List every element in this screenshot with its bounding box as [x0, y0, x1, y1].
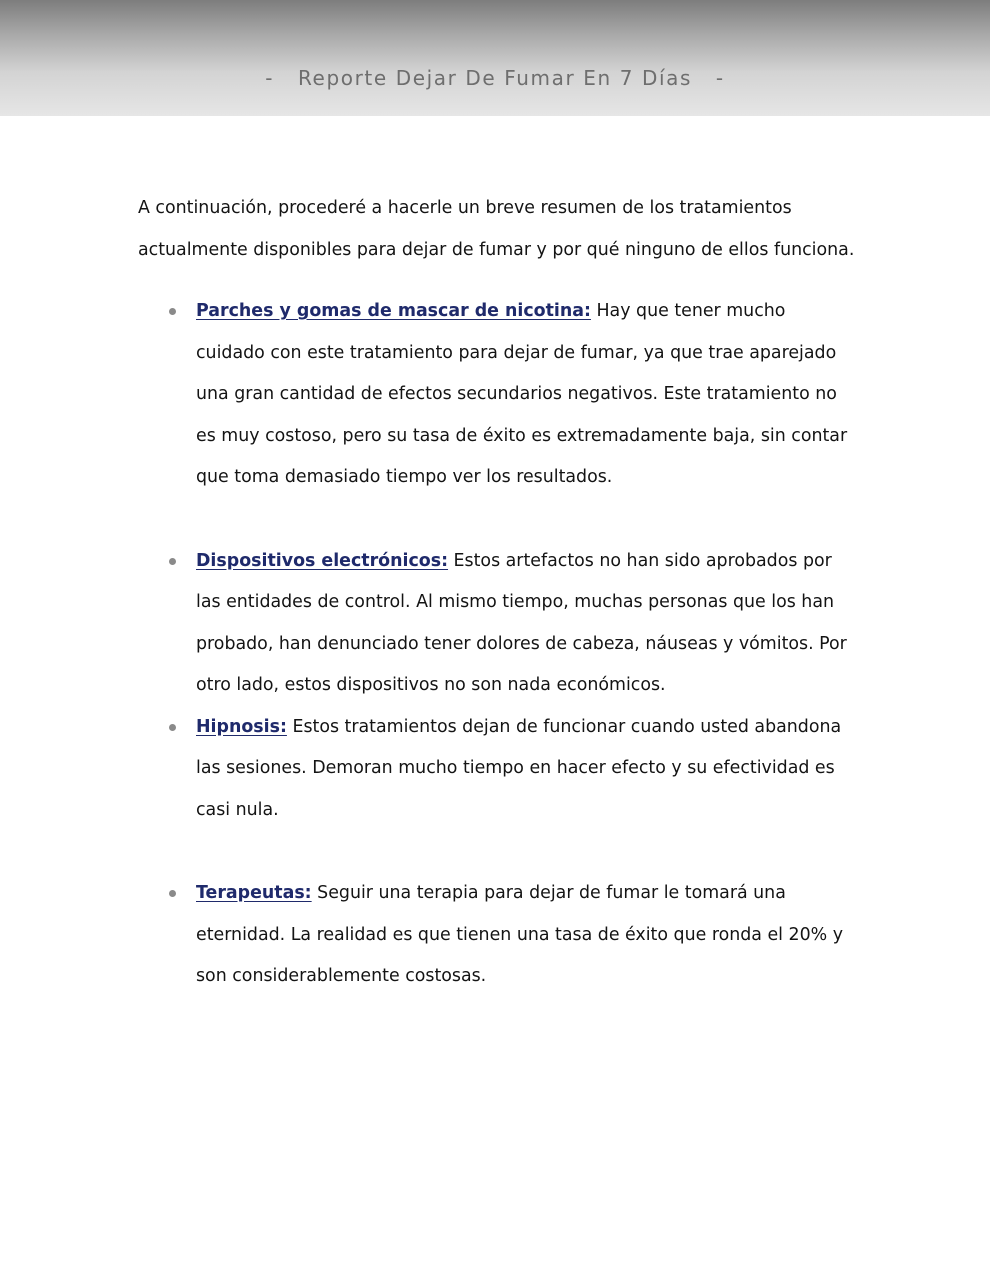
page-header [0, 0, 990, 116]
intro-paragraph: A continuación, procederé a hacerle un breve resumen de los tratamientos actualmente disponibles para dejar de fumar y por qué ninguno de ellos funciona. [138, 198, 855, 260]
list-item [138, 707, 858, 832]
item-term: Parches y gomas de mascar de nicotina: [196, 301, 591, 321]
header-title: - Reporte Dejar De Fumar En 7 Días - [265, 66, 725, 90]
item-term: Hipnosis: [196, 716, 287, 737]
list-item [138, 541, 858, 707]
item-text: Hay que tener mucho cuidado con este tratamiento para dejar de fumar, ya que trae aparejado una gran cantidad de efectos secundarios negativos. Este tratamiento no es muy costoso, pero su tasa de éxito es extremadamente baja, sin contar que toma demasiado tiempo ver los resultados. [196, 301, 848, 487]
list-item [138, 873, 858, 998]
bullet-icon [169, 308, 176, 315]
list-item [138, 291, 858, 499]
bullet-icon [169, 890, 176, 897]
treatments-list [138, 291, 858, 998]
item-term: Terapeutas: [196, 883, 312, 903]
item-text: Estos artefactos no han sido aprobados por las entidades de control. Al mismo tiempo, muchas personas que los han probado, han denunciado tener dolores de cabeza, náuseas y vómitos. Por otro lado, estos dispositivos no son nada económicos. [196, 550, 847, 695]
bullet-icon [169, 724, 176, 731]
item-text: Seguir una terapia para dejar de fumar le tomará una eternidad. La realidad es que tienen una tasa de éxito que ronda el 20% y son considerablemente costosas. [196, 883, 844, 986]
item-text: Estos tratamientos dejan de funcionar cuando usted abandona las sesiones. Demoran mucho tiempo en hacer efecto y su efectividad es casi nula. [196, 716, 842, 820]
item-term: Dispositivos electrónicos: [196, 550, 449, 571]
bullet-icon [169, 558, 176, 565]
document-body [138, 188, 858, 998]
